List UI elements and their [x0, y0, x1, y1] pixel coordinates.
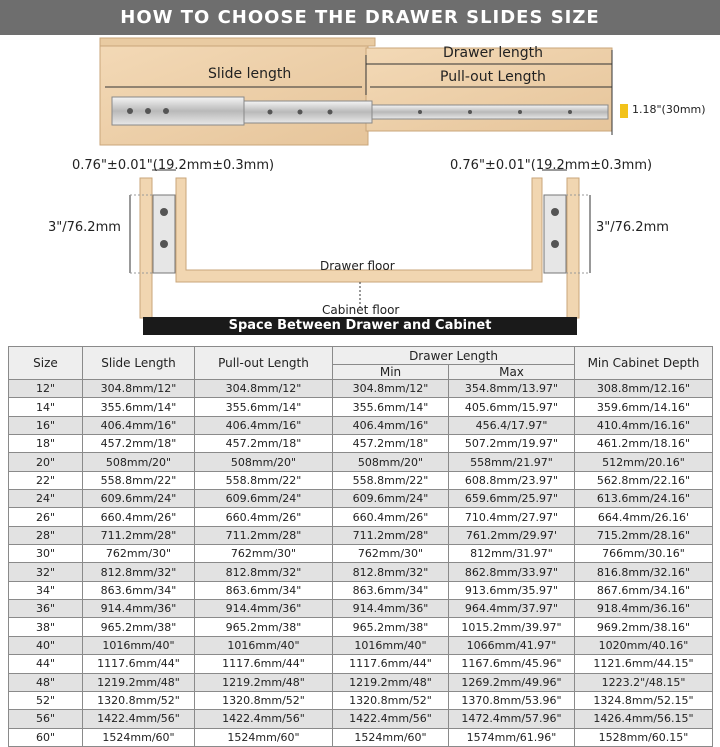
- drawer-min-cell: 1320.8mm/52": [333, 691, 449, 709]
- drawer-min-cell: 304.8mm/12": [333, 380, 449, 398]
- min-cabinet-depth-cell: 1426.4mm/56.15": [575, 710, 713, 728]
- table-row: [9, 471, 713, 489]
- drawer-max-cell: 1015.2mm/39.97": [449, 618, 575, 636]
- size-cell: 32": [9, 563, 83, 581]
- size-cell: 44": [9, 655, 83, 673]
- drawer-max-cell: 1370.8mm/53.96": [449, 691, 575, 709]
- slide-length-cell: 609.6mm/24": [83, 490, 195, 508]
- size-cell: 30": [9, 545, 83, 563]
- slide-length-cell: 1524mm/60": [83, 728, 195, 746]
- right-clearance-label: 0.76"±0.01"(19.2mm±0.3mm): [450, 158, 653, 173]
- drawer-min-cell: 863.6mm/34": [333, 581, 449, 599]
- pullout-length-cell: 406.4mm/16": [195, 416, 333, 434]
- size-cell: 16": [9, 416, 83, 434]
- min-cabinet-depth-cell: 918.4mm/36.16": [575, 600, 713, 618]
- size-table: [8, 346, 713, 747]
- left-height-label: 3"/76.2mm: [48, 220, 121, 235]
- drawer-max-cell: 761.2mm/29.97': [449, 526, 575, 544]
- table-row: [9, 636, 713, 654]
- left-slide: [153, 195, 175, 273]
- table-row: [9, 691, 713, 709]
- header-size: Size: [9, 347, 83, 380]
- pullout-length-cell: 812.8mm/32": [195, 563, 333, 581]
- size-cell: 28": [9, 526, 83, 544]
- min-cabinet-depth-cell: 969.2mm/38.16": [575, 618, 713, 636]
- size-cell: 12": [9, 380, 83, 398]
- table-row: [9, 380, 713, 398]
- drawer-max-cell: 659.6mm/25.97": [449, 490, 575, 508]
- right-slide: [544, 195, 566, 273]
- drawer-max-cell: 1066mm/41.97": [449, 636, 575, 654]
- table-row: [9, 508, 713, 526]
- size-cell: 24": [9, 490, 83, 508]
- drawer-min-cell: 914.4mm/36": [333, 600, 449, 618]
- drawer-max-cell: 1269.2mm/49.96": [449, 673, 575, 691]
- min-cabinet-depth-cell: 613.6mm/24.16": [575, 490, 713, 508]
- size-cell: 52": [9, 691, 83, 709]
- table-row: [9, 710, 713, 728]
- slide-length-cell: 762mm/30": [83, 545, 195, 563]
- drawer-max-cell: 710.4mm/27.97": [449, 508, 575, 526]
- slide-length-cell: 406.4mm/16": [83, 416, 195, 434]
- min-cabinet-depth-cell: 664.4mm/26.16': [575, 508, 713, 526]
- min-cabinet-depth-cell: 766mm/30.16": [575, 545, 713, 563]
- size-cell: 22": [9, 471, 83, 489]
- size-cell: 48": [9, 673, 83, 691]
- slide-length-cell: 1117.6mm/44": [83, 655, 195, 673]
- header-pullout-length: Pull-out Length: [195, 347, 333, 380]
- pullout-length-cell: 609.6mm/24": [195, 490, 333, 508]
- table-row: [9, 655, 713, 673]
- left-cabinet-wall: [140, 178, 152, 318]
- drawer-min-cell: 457.2mm/18": [333, 435, 449, 453]
- min-cabinet-depth-cell: 410.4mm/16.16": [575, 416, 713, 434]
- drawer-max-cell: 405.6mm/15.97": [449, 398, 575, 416]
- right-cabinet-wall: [567, 178, 579, 318]
- table-row: [9, 526, 713, 544]
- table-row: [9, 618, 713, 636]
- table-row: [9, 728, 713, 746]
- table-row: [9, 563, 713, 581]
- min-cabinet-depth-cell: 461.2mm/18.16": [575, 435, 713, 453]
- drawer-length-label: Drawer length: [443, 45, 544, 61]
- pullout-length-cell: 1219.2mm/48": [195, 673, 333, 691]
- drawer-min-cell: 1524mm/60": [333, 728, 449, 746]
- pullout-length-cell: 914.4mm/36": [195, 600, 333, 618]
- cabinet-body: [100, 43, 368, 145]
- slide-length-cell: 355.6mm/14": [83, 398, 195, 416]
- drawer-min-cell: 406.4mm/16": [333, 416, 449, 434]
- drawer-min-cell: 355.6mm/14": [333, 398, 449, 416]
- drawer-floor-label: Drawer floor: [320, 259, 395, 273]
- drawer-min-cell: 1219.2mm/48": [333, 673, 449, 691]
- slide-length-cell: 1219.2mm/48": [83, 673, 195, 691]
- size-table-container: [8, 346, 712, 744]
- min-cabinet-depth-cell: 1020mm/40.16": [575, 636, 713, 654]
- slide-length-cell: 457.2mm/18": [83, 435, 195, 453]
- header-slide-length: Slide Length: [83, 347, 195, 380]
- table-row: [9, 545, 713, 563]
- cabinet-floor-label: Cabinet floor: [322, 303, 400, 317]
- drawer-max-cell: 507.2mm/19.97": [449, 435, 575, 453]
- left-clearance-label: 0.76"±0.01"(19.2mm±0.3mm): [72, 158, 275, 173]
- table-row: [9, 490, 713, 508]
- pullout-length-label: Pull-out Length: [440, 69, 546, 85]
- size-cell: 20": [9, 453, 83, 471]
- slide-middle-rail: [244, 101, 372, 123]
- min-cabinet-depth-cell: 715.2mm/28.16": [575, 526, 713, 544]
- space-banner-label: Space Between Drawer and Cabinet: [228, 318, 492, 333]
- header-min-cabinet-depth: Min Cabinet Depth: [575, 347, 713, 380]
- min-cabinet-depth-cell: 816.8mm/32.16": [575, 563, 713, 581]
- drawer-min-cell: 1422.4mm/56": [333, 710, 449, 728]
- pullout-length-cell: 355.6mm/14": [195, 398, 333, 416]
- min-cabinet-depth-cell: 512mm/20.16": [575, 453, 713, 471]
- min-cabinet-depth-cell: 1223.2"/48.15": [575, 673, 713, 691]
- drawer-max-cell: 862.8mm/33.97": [449, 563, 575, 581]
- slide-length-cell: 660.4mm/26": [83, 508, 195, 526]
- pullout-length-cell: 711.2mm/28": [195, 526, 333, 544]
- pullout-length-cell: 1524mm/60": [195, 728, 333, 746]
- pullout-length-cell: 1117.6mm/44": [195, 655, 333, 673]
- slide-length-label: Slide length: [208, 66, 292, 82]
- size-cell: 36": [9, 600, 83, 618]
- drawer-min-cell: 508mm/20": [333, 453, 449, 471]
- drawer-max-cell: 558mm/21.97": [449, 453, 575, 471]
- gap-marker: [620, 104, 628, 118]
- min-cabinet-depth-cell: 562.8mm/22.16": [575, 471, 713, 489]
- slide-length-cell: 304.8mm/12": [83, 380, 195, 398]
- drawer-max-cell: 1574mm/61.96": [449, 728, 575, 746]
- cabinet-top-lip: [100, 38, 375, 46]
- min-cabinet-depth-cell: 359.6mm/14.16": [575, 398, 713, 416]
- right-height-label: 3"/76.2mm: [596, 220, 669, 235]
- pullout-length-cell: 863.6mm/34": [195, 581, 333, 599]
- drawer-max-cell: 913.6mm/35.97": [449, 581, 575, 599]
- table-row: [9, 416, 713, 434]
- size-cell: 26": [9, 508, 83, 526]
- size-table-body: [9, 380, 713, 747]
- page-header: [0, 0, 720, 35]
- table-row: [9, 673, 713, 691]
- size-cell: 18": [9, 435, 83, 453]
- header-drawer-length: Drawer Length: [333, 347, 575, 365]
- drawer-min-cell: 609.6mm/24": [333, 490, 449, 508]
- slide-length-cell: 1422.4mm/56": [83, 710, 195, 728]
- pullout-length-cell: 660.4mm/26": [195, 508, 333, 526]
- min-cabinet-depth-cell: 867.6mm/34.16": [575, 581, 713, 599]
- slide-inner-rail: [372, 105, 608, 119]
- slide-length-cell: 1016mm/40": [83, 636, 195, 654]
- drawer-min-cell: 1016mm/40": [333, 636, 449, 654]
- slide-length-cell: 914.4mm/36": [83, 600, 195, 618]
- size-cell: 38": [9, 618, 83, 636]
- min-cabinet-depth-cell: 1528mm/60.15": [575, 728, 713, 746]
- slide-length-cell: 965.2mm/38": [83, 618, 195, 636]
- pullout-length-cell: 762mm/30": [195, 545, 333, 563]
- slide-length-cell: 812.8mm/32": [83, 563, 195, 581]
- slide-length-cell: 863.6mm/34": [83, 581, 195, 599]
- pullout-length-cell: 457.2mm/18": [195, 435, 333, 453]
- drawer-max-cell: 812mm/31.97": [449, 545, 575, 563]
- drawer-min-cell: 711.2mm/28": [333, 526, 449, 544]
- pullout-length-cell: 1016mm/40": [195, 636, 333, 654]
- slide-side-view-drawing: [0, 35, 720, 150]
- min-cabinet-depth-cell: 1121.6mm/44.15": [575, 655, 713, 673]
- size-cell: 56": [9, 710, 83, 728]
- table-row: [9, 453, 713, 471]
- drawer-max-cell: 1167.6mm/45.96": [449, 655, 575, 673]
- drawer-min-cell: 812.8mm/32": [333, 563, 449, 581]
- size-cell: 14": [9, 398, 83, 416]
- header-drawer-min: Min: [333, 365, 449, 380]
- drawer-max-cell: 608.8mm/23.97": [449, 471, 575, 489]
- table-row: [9, 435, 713, 453]
- table-row: [9, 600, 713, 618]
- pullout-length-cell: 558.8mm/22": [195, 471, 333, 489]
- size-cell: 60": [9, 728, 83, 746]
- drawer-max-cell: 456.4/17.97": [449, 416, 575, 434]
- drawer-min-cell: 965.2mm/38": [333, 618, 449, 636]
- slide-side-view-diagram: [0, 35, 720, 150]
- pullout-length-cell: 304.8mm/12": [195, 380, 333, 398]
- drawer-cross-section-diagram: [0, 150, 720, 346]
- slide-length-cell: 558.8mm/22": [83, 471, 195, 489]
- slide-length-cell: 711.2mm/28": [83, 526, 195, 544]
- drawer-min-cell: 660.4mm/26": [333, 508, 449, 526]
- pullout-length-cell: 1320.8mm/52": [195, 691, 333, 709]
- size-cell: 34": [9, 581, 83, 599]
- drawer-min-cell: 762mm/30": [333, 545, 449, 563]
- drawer-max-cell: 354.8mm/13.97": [449, 380, 575, 398]
- slide-length-cell: 508mm/20": [83, 453, 195, 471]
- page-title: HOW TO CHOOSE THE DRAWER SLIDES SIZE: [120, 7, 600, 28]
- gap-label: 1.18"(30mm): [632, 103, 706, 116]
- drawer-max-cell: 1472.4mm/57.96": [449, 710, 575, 728]
- table-row: [9, 398, 713, 416]
- drawer-min-cell: 1117.6mm/44": [333, 655, 449, 673]
- pullout-length-cell: 965.2mm/38": [195, 618, 333, 636]
- pullout-length-cell: 508mm/20": [195, 453, 333, 471]
- min-cabinet-depth-cell: 1324.8mm/52.15": [575, 691, 713, 709]
- size-cell: 40": [9, 636, 83, 654]
- slide-length-cell: 1320.8mm/52": [83, 691, 195, 709]
- min-cabinet-depth-cell: 308.8mm/12.16": [575, 380, 713, 398]
- pullout-length-cell: 1422.4mm/56": [195, 710, 333, 728]
- drawer-max-cell: 964.4mm/37.97": [449, 600, 575, 618]
- drawer-min-cell: 558.8mm/22": [333, 471, 449, 489]
- header-drawer-max: Max: [449, 365, 575, 380]
- table-row: [9, 581, 713, 599]
